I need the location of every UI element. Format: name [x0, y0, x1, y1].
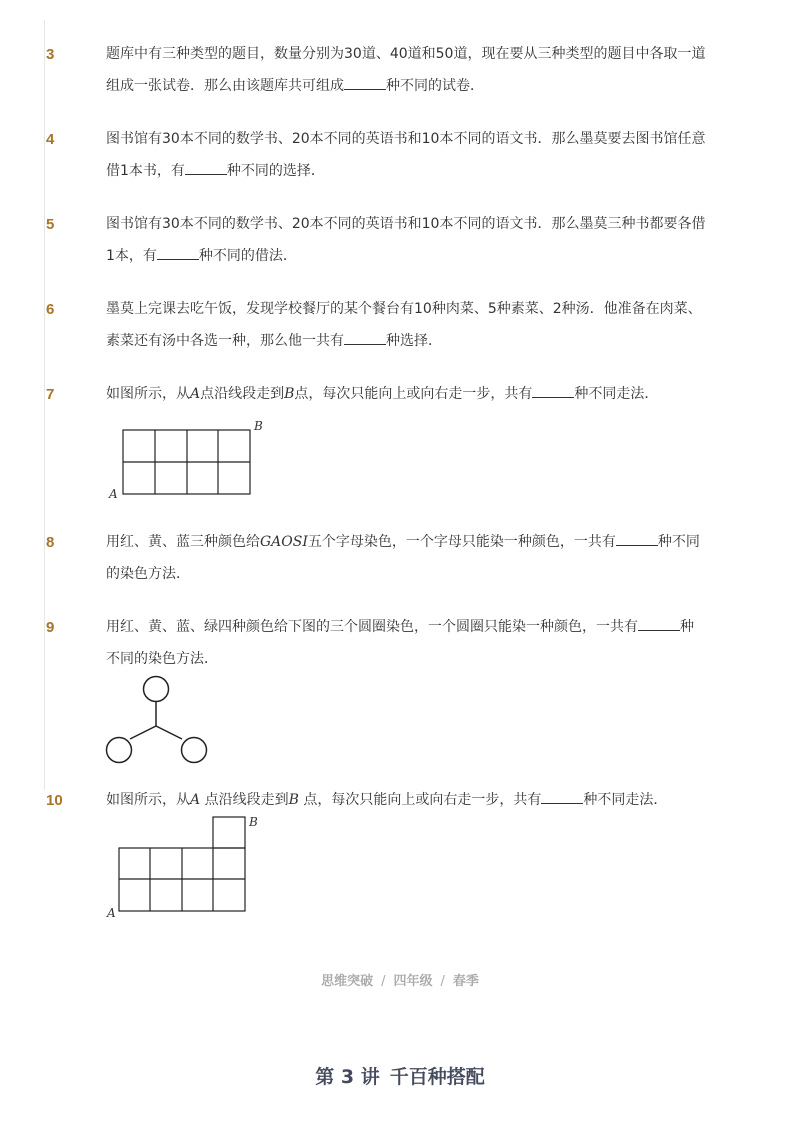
- text-segment: 种不同走法．: [574, 386, 659, 402]
- grid-top-cell: [213, 817, 245, 848]
- term-name: 春季: [452, 974, 479, 989]
- question-text: [106, 208, 718, 272]
- answer-blank[interactable]: [185, 160, 227, 175]
- grade-name: 四年级: [393, 974, 433, 989]
- answer-blank[interactable]: [616, 531, 658, 546]
- footer-meta: [0, 970, 800, 989]
- text-segment: 点沿线段走到: [200, 386, 285, 402]
- question-number: 9: [46, 619, 55, 636]
- lesson-title: [0, 1062, 800, 1089]
- connector-line: [156, 726, 182, 739]
- question-text: [106, 123, 718, 187]
- text-segment: 借1本书，有: [106, 163, 185, 179]
- text-segment: 种不同: [657, 534, 700, 550]
- circle-left[interactable]: [107, 738, 132, 763]
- text-segment: 点沿线段走到: [200, 792, 289, 808]
- question-text: [106, 378, 718, 410]
- point-a-label: A: [190, 386, 201, 402]
- grid-label-a: A: [107, 906, 116, 920]
- lesson-name: 千百种搭配: [389, 1066, 485, 1088]
- text-segment: 1本，有: [106, 248, 157, 264]
- text-segment: 种不同的借法．: [198, 248, 297, 264]
- question-line: 不同的染色方法．: [106, 651, 218, 667]
- question-text: [106, 38, 718, 102]
- question-number: 10: [46, 792, 63, 809]
- separator: /: [440, 974, 445, 989]
- separator: /: [381, 974, 386, 989]
- question-line: 图书馆有30本不同的数学书、20本不同的英语书和10本不同的语文书．那么墨莫三种书都要各借: [106, 216, 706, 232]
- question-text: [106, 293, 718, 357]
- question-number: 5: [46, 216, 55, 233]
- question-line: [106, 155, 718, 187]
- question-line: 图书馆有30本不同的数学书、20本不同的英语书和10本不同的语文书．那么墨莫要去图书馆任意: [106, 131, 706, 147]
- question-number: 7: [46, 386, 55, 403]
- text-segment: 种不同的试卷．: [386, 78, 484, 94]
- point-b-label: B: [288, 792, 299, 808]
- course-name: 思维突破: [321, 974, 374, 989]
- grid-label-b: B: [249, 815, 258, 829]
- text-segment: 种: [680, 619, 694, 635]
- question-number: 4: [46, 131, 55, 148]
- letters-word: GAOSI: [260, 534, 308, 550]
- question-text: [106, 526, 718, 590]
- answer-blank[interactable]: [344, 75, 386, 90]
- question-text: [106, 611, 718, 675]
- circle-right[interactable]: [182, 738, 207, 763]
- grid-figure-7: [100, 415, 270, 505]
- text-segment: 点，每次只能向上或向右走一步，共有: [298, 792, 542, 808]
- text-segment: 素菜还有汤中各选一种，那么他一共有: [106, 333, 344, 349]
- question-number: 3: [46, 46, 55, 63]
- answer-blank[interactable]: [157, 245, 199, 260]
- grid-figure-10: [100, 810, 270, 922]
- text-segment: 如图所示，从: [106, 386, 190, 402]
- point-b-label: B: [284, 386, 295, 402]
- text-segment: 五个字母染色，一个字母只能染一种颜色，一共有: [307, 534, 616, 550]
- text-segment: 用红、黄、蓝三种颜色给: [106, 534, 260, 550]
- question-line: [106, 240, 718, 272]
- question-line: 题库中有三种类型的题目，数量分别为30道、40道和50道，现在要从三种类型的题目中各取一道: [106, 46, 706, 62]
- question-line: [106, 526, 718, 558]
- text-segment: 如图所示，从: [106, 792, 190, 808]
- answer-blank[interactable]: [344, 330, 386, 345]
- answer-blank[interactable]: [532, 383, 574, 398]
- text-segment: 组成一张试卷．那么由该题库共可组成: [106, 78, 344, 94]
- point-a-label: A: [190, 792, 201, 808]
- left-margin-rule: [44, 20, 45, 790]
- grid-label-b: B: [254, 419, 263, 433]
- connector-line: [130, 726, 156, 739]
- text-segment: 用红、黄、蓝、绿四种颜色给下图的三个圆圈染色，一个圆圈只能染一种颜色，一共有: [106, 619, 638, 635]
- answer-blank[interactable]: [541, 789, 583, 804]
- text-segment: 种不同的选择．: [226, 163, 325, 179]
- text-segment: 种选择．: [386, 333, 442, 349]
- answer-blank[interactable]: [638, 616, 680, 631]
- question-line: [106, 70, 718, 102]
- grid-label-a: A: [109, 487, 118, 501]
- question-number: 8: [46, 534, 55, 551]
- question-line: 墨莫上完课去吃午饭，发现学校餐厅的某个餐台有10种肉菜、5种素菜、2种汤．他准备在肉菜、: [106, 301, 702, 317]
- lesson-number: 第 3 讲: [315, 1066, 380, 1088]
- question-line: [106, 611, 718, 643]
- circles-figure-9: [100, 672, 220, 768]
- question-line: 的染色方法．: [106, 566, 190, 582]
- circle-top[interactable]: [144, 677, 169, 702]
- text-segment: 点，每次只能向上或向右走一步，共有: [294, 386, 533, 402]
- text-segment: 种不同走法．: [583, 792, 668, 808]
- question-number: 6: [46, 301, 55, 318]
- question-line: [106, 378, 718, 410]
- question-line: [106, 325, 718, 357]
